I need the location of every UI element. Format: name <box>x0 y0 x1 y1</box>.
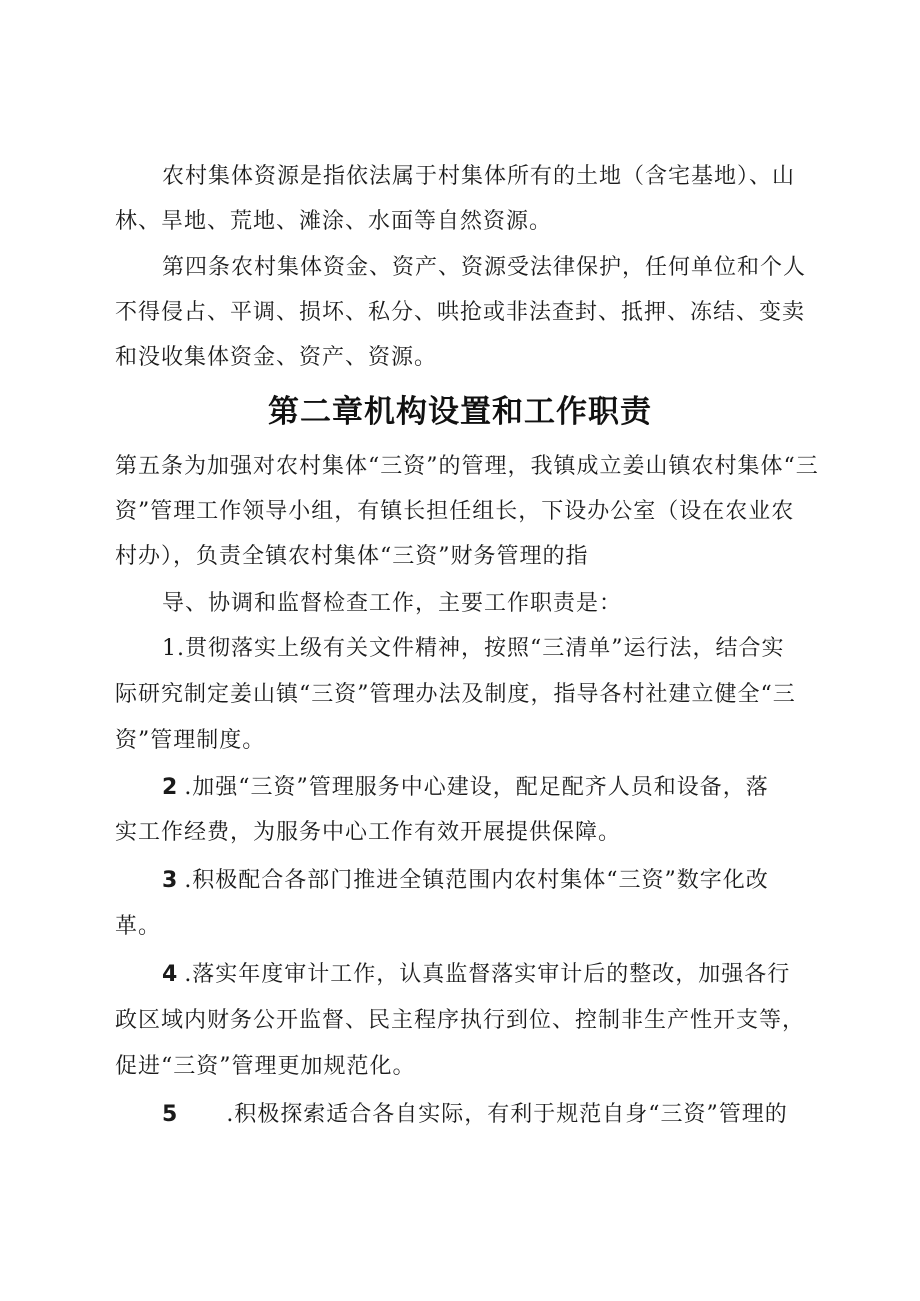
item5-line1 <box>162 1100 788 1130</box>
item3-text: .积极配合各部门推进全镇范围内农村集体“三资”数字化改 <box>184 868 769 893</box>
item4-line3: 促进“三资”管理更加规范化。 <box>115 1054 416 1079</box>
item1-line1: 1.贯彻落实上级有关文件精神，按照“三清单”运行法，结合实 <box>162 636 785 661</box>
para3-line2: 资”管理工作领导小组，有镇长担任组长，下设办公室（设在农业农 <box>115 499 795 524</box>
item3-number: 3 <box>162 868 179 893</box>
para2-line1: 第四条农村集体资金、资产、资源受法律保护，任何单位和个人 <box>162 255 807 280</box>
item2-line2: 实工作经费，为服务中心工作有效开展提供保障。 <box>115 820 622 845</box>
para2-line3: 和没收集体资金、资产、资源。 <box>115 345 438 370</box>
item1-line3: 资”管理制度。 <box>115 728 266 753</box>
item5-text: .积极探索适合各自实际，有利于规范自身“三资”管理的 <box>226 1102 788 1127</box>
chapter-heading: 第二章机构设置和工作职责 <box>268 394 652 430</box>
para2-line2: 不得侵占、平调、损坏、私分、哄抢或非法查封、抵押、冻结、变卖 <box>115 300 806 325</box>
item1-line2: 际研究制定姜山镇“三资”管理办法及制度，指导各村社建立健全“三 <box>115 682 796 707</box>
item2-text: .加强“三资”管理服务中心建设，配足配齐人员和设备，落 <box>184 775 769 800</box>
item5-number: 5 <box>162 1102 179 1127</box>
item4-text: .落实年度审计工作，认真监督落实审计后的整改，加强各行 <box>184 962 791 987</box>
para4-line1: 导、协调和监督检查工作，主要工作职责是： <box>162 591 623 616</box>
item4-line1 <box>162 960 790 990</box>
para1-line1: 农村集体资源是指依法属于村集体所有的土地（含宅基地）、山 <box>162 164 796 189</box>
item2-number: 2 <box>162 775 179 800</box>
item4-number: 4 <box>162 962 179 987</box>
para1-line2: 林、旱地、荒地、滩涂、水面等自然资源。 <box>115 209 553 234</box>
item2-line1 <box>162 773 769 803</box>
para3-line1: 第五条为加强对农村集体“三资”的管理，我镇成立姜山镇农村集体“三 <box>115 454 819 479</box>
item3-line2: 革。 <box>115 914 162 939</box>
para3-line3: 村办），负责全镇农村集体“三资”财务管理的指 <box>115 544 589 569</box>
item3-line1 <box>162 866 769 896</box>
item4-line2: 政区域内财务公开监督、民主程序执行到位、控制非生产性开支等， <box>115 1008 806 1033</box>
